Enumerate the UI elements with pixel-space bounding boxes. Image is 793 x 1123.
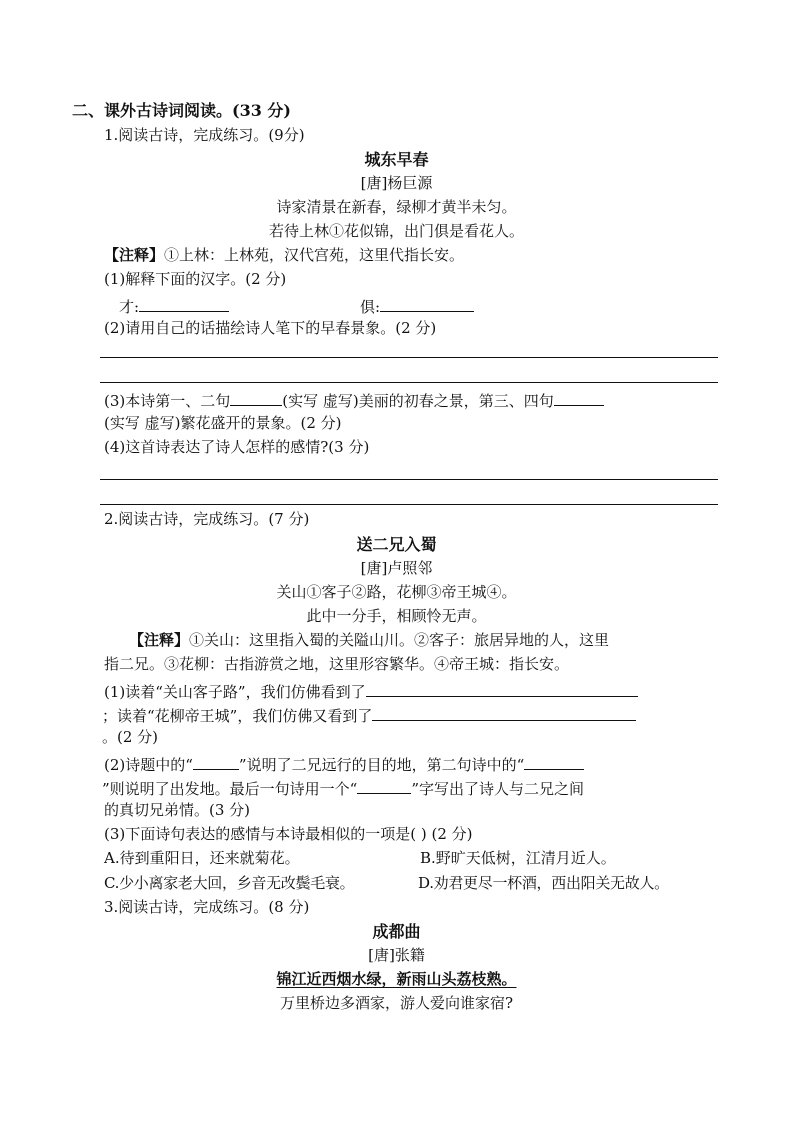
- q1-poem-title: 城东早春: [364, 150, 429, 169]
- q2-sub1-blank-1[interactable]: [366, 682, 638, 697]
- q2-poem-title: 送二兄入蜀: [356, 535, 437, 554]
- q1-sub4: (4)这首诗表达了诗人怎样的感情?(3 分): [104, 438, 370, 456]
- q1-note-text: ①上林：上林苑，汉代宫苑，这里代指长安。: [164, 246, 465, 264]
- q1-sub2-answer-line-1[interactable]: [100, 357, 718, 358]
- q3-poem-line-2: 万里桥边多酒家，游人爱向谁家宿?: [279, 994, 514, 1012]
- q1-poem-author: [唐]杨巨源: [360, 174, 433, 192]
- q1-sub1-b: [360, 297, 474, 315]
- q1-sub3-line-1: [104, 391, 604, 409]
- q3-intro: 3.阅读古诗，完成练习。(8 分): [104, 898, 310, 916]
- q2-poem-author: [唐]卢照邻: [360, 559, 433, 577]
- q1-poem-line-2: 若待上林①花似锦，出门俱是看花人。: [268, 222, 524, 240]
- q2-sub1-line-1: [104, 682, 638, 700]
- q2-poem-line-1: 关山①客子②路，花柳③帝王城④。: [276, 583, 517, 601]
- q2-sub1-text-1: (1)读着“关山客子路”，我们仿佛看到了: [104, 683, 366, 701]
- q2-sub1-blank-2[interactable]: [372, 706, 636, 721]
- q1-note: [104, 248, 464, 263]
- q2-sub2-text-1a: (2)诗题中的“: [104, 756, 193, 774]
- q1-sub2-answer-line-2[interactable]: [100, 382, 718, 383]
- q2-sub3: (3)下面诗句表达的感情与本诗最相似的一项是( ) (2 分): [104, 825, 473, 843]
- q1-sub1-a-label: 才:: [119, 298, 140, 316]
- q1-poem-line-1: 诗家清景在新春，绿柳才黄半未匀。: [276, 198, 517, 216]
- q2-option-c[interactable]: C.少小离家老大回，乡音无改鬓毛衰。: [104, 874, 355, 892]
- q2-sub1-line-3: 。(2 分): [102, 728, 159, 746]
- q1-sub3-part1: (3)本诗第一、二句: [104, 392, 231, 410]
- q1-sub1-b-blank[interactable]: [380, 297, 474, 312]
- q2-option-a[interactable]: A.待到重阳日，还来就菊花。: [104, 849, 300, 867]
- q1-intro: 1.阅读古诗，完成练习。(9分): [104, 126, 305, 144]
- q1-sub1-a-blank[interactable]: [139, 297, 229, 312]
- q2-sub1-text-2: ；读着“花柳帝王城”，我们仿佛又看到了: [102, 707, 373, 725]
- q2-option-d[interactable]: D.劝君更尽一杯酒，西出阳关无故人。: [418, 874, 669, 892]
- q1-sub2: (2)请用自己的话描绘诗人笔下的早春景象。(2 分): [104, 319, 437, 337]
- q2-intro: 2.阅读古诗，完成练习。(7 分): [104, 510, 310, 528]
- q2-sub1-line-2: [102, 706, 636, 724]
- q1-sub1: (1)解释下面的汉字。(2 分): [104, 270, 287, 288]
- q2-note-line-1: [129, 633, 609, 648]
- q2-note-line-2: 指二兄。③花柳：古指游赏之地，这里形容繁华。④帝王城：指长安。: [104, 655, 570, 673]
- q3-poem-title: 成都曲: [372, 922, 421, 941]
- q2-sub2-blank-3[interactable]: [357, 779, 411, 794]
- section-title: 二、课外古诗词阅读。(33 分): [72, 101, 291, 120]
- q2-sub2-blank-2[interactable]: [524, 755, 584, 770]
- q2-sub2-text-2b: ”字写出了诗人与二兄之间: [411, 780, 585, 798]
- q1-sub3-part2: (实写 虚写)美丽的初春之景，第三、四句: [282, 392, 554, 410]
- q2-sub2-line-1: [104, 755, 584, 773]
- q1-sub4-answer-line-2[interactable]: [100, 504, 718, 505]
- q1-sub3-line-2: (实写 虚写)繁花盛开的景象。(2 分): [104, 414, 342, 432]
- q1-sub1-a: [119, 297, 229, 315]
- q1-sub3-blank-1[interactable]: [230, 391, 282, 406]
- q2-sub2-text-2a: ”则说明了出发地。最后一句诗用一个“: [102, 780, 358, 798]
- q1-sub3-blank-2[interactable]: [554, 391, 604, 406]
- q1-sub1-b-label: 俱:: [360, 298, 381, 316]
- q2-sub2-line-3: 的真切兄弟情。(3 分): [104, 801, 251, 819]
- q3-poem-line-1: 锦江近西烟水绿，新雨山头荔枝熟。: [276, 970, 517, 988]
- q2-sub2-line-2: [102, 779, 584, 797]
- q3-poem-author: [唐]张籍: [368, 946, 425, 964]
- q2-sub2-blank-1[interactable]: [193, 755, 239, 770]
- q2-sub2-text-1b: ”说明了二兄远行的目的地，第二句诗中的“: [238, 756, 525, 774]
- q2-note-label: 【注释】: [129, 631, 190, 649]
- q2-option-b[interactable]: B.野旷天低树，江清月近人。: [420, 849, 616, 867]
- q2-poem-line-2: 此中一分手，相顾怜无声。: [306, 607, 487, 625]
- q1-note-label: 【注释】: [104, 246, 165, 264]
- q1-sub4-answer-line-1[interactable]: [100, 479, 718, 480]
- q2-note-text-1: ①关山：这里指入蜀的关隘山川。②客子：旅居异地的人，这里: [189, 631, 610, 649]
